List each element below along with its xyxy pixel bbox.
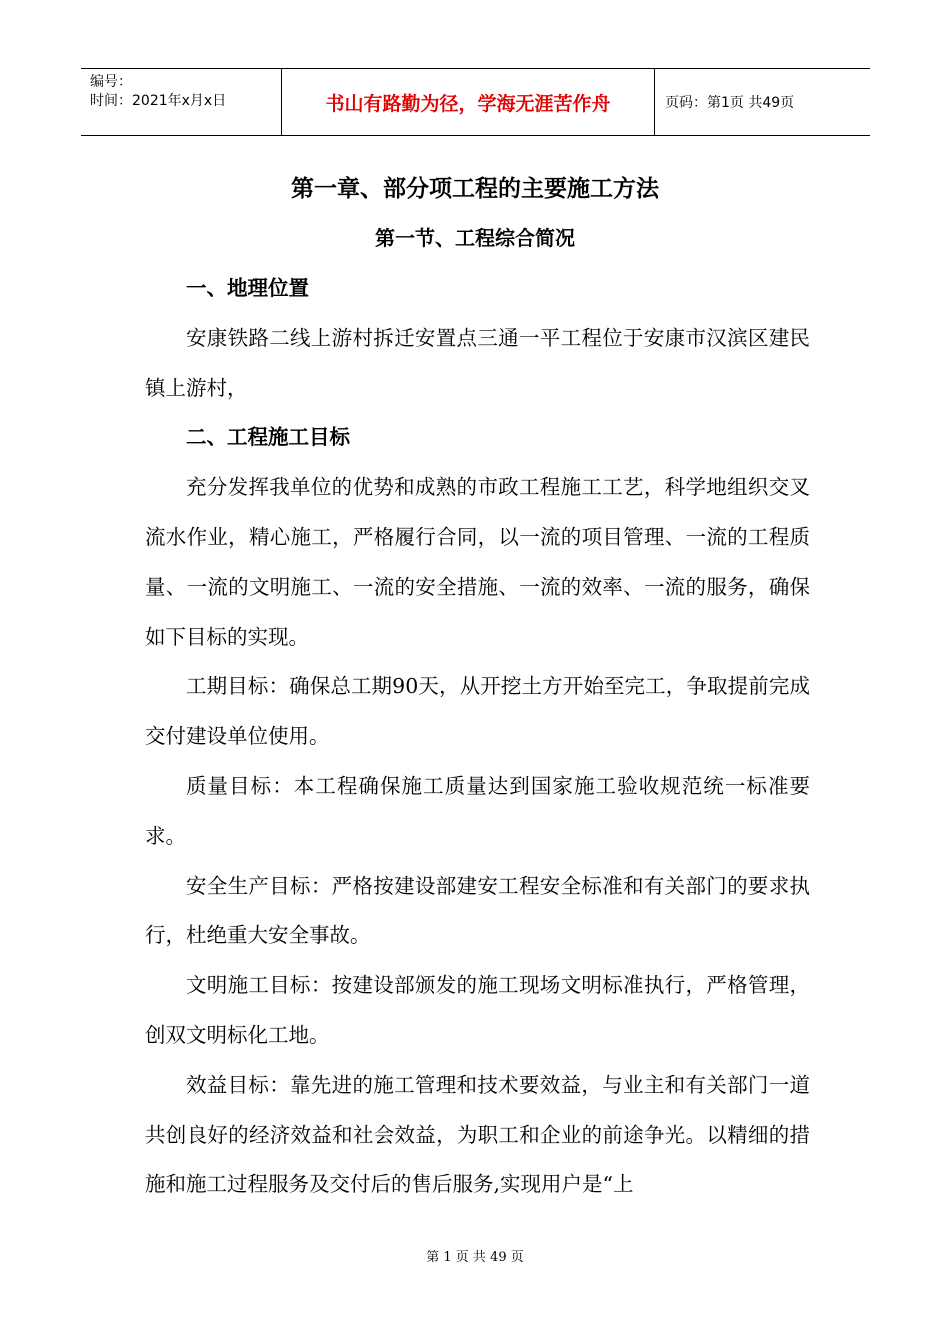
- paragraph-benefit-goal: 效益目标：靠先进的施工管理和技术要效益，与业主和有关部门一道共创良好的经济效益和社会效益，为职工和企业的前途争光。以精细的措施和施工过程服务及交付后的售后服务,实现用户是“上: [145, 1072, 810, 1197]
- header-motto: 书山有路勤为径，学海无涯苦作舟: [282, 69, 655, 135]
- page-footer: 第 1 页 共 49 页: [426, 1250, 524, 1265]
- paragraph-quality-goal: 质量目标：本工程确保施工质量达到国家施工验收规范统一标准要求。: [145, 773, 810, 848]
- chapter-title: 第一章、部分项工程的主要施工方法: [291, 175, 659, 202]
- paragraph-goals-intro: 充分发挥我单位的优势和成熟的市政工程施工工艺，科学地组织交叉流水作业，精心施工，严格履行合同，以一流的项目管理、一流的工程质量、一流的文明施工、一流的安全措施、一流的效率、一流的服务，确保如下目标的实现。: [145, 475, 810, 649]
- number-label: 编号：: [90, 74, 132, 90]
- header-page-info: 页码：第1页 共49页: [665, 95, 795, 111]
- header-meta: [81, 69, 282, 135]
- paragraph-schedule-goal: 工期目标：确保总工期90天，从开挖土方开始至完工，争取提前完成交付建设单位使用。: [145, 674, 810, 749]
- section-title: 第一节、工程综合简况: [375, 226, 575, 250]
- document-body: [145, 264, 810, 1210]
- heading-goals: 二、工程施工目标: [186, 425, 350, 450]
- paragraph-civilized-goal: 文明施工目标：按建设部颁发的施工现场文明标准执行，严格管理，创双文明标化工地。: [145, 973, 810, 1047]
- document-header: [81, 68, 870, 136]
- paragraph-location: 安康铁路二线上游村拆迁安置点三通一平工程位于安康市汉滨区建民镇上游村，: [145, 325, 810, 400]
- paragraph-safety-goal: 安全生产目标：严格按建设部建安工程安全标准和有关部门的要求执行，杜绝重大安全事故。: [145, 873, 810, 948]
- date-label: 时间：2021年x月x日: [90, 93, 227, 109]
- heading-geography: 一、地理位置: [186, 276, 309, 300]
